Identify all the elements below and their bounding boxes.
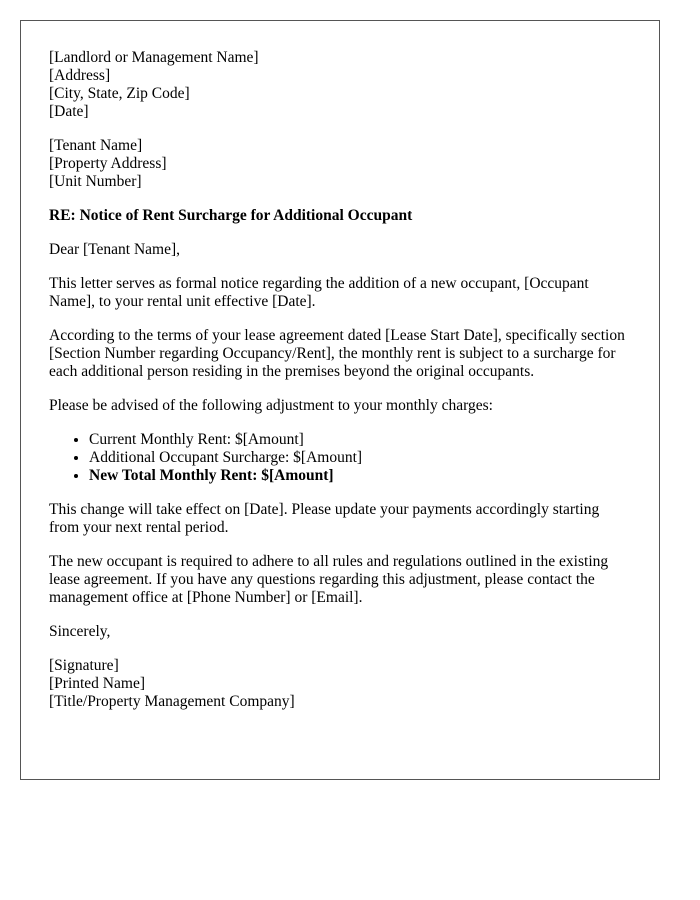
title-company: [Title/Property Management Company] [49, 693, 295, 710]
salutation: Dear [Tenant Name], [49, 241, 181, 258]
recipient-property-address: [Property Address] [49, 155, 167, 172]
sender-address: [Address] [49, 67, 111, 84]
valediction: Sincerely, [49, 623, 111, 640]
subject-line: RE: Notice of Rent Surcharge for Additional Occupant [49, 207, 413, 224]
signature: [Signature] [49, 657, 119, 674]
charges-list [49, 431, 631, 485]
charge-current-rent: • Current Monthly Rent: $[Amount] [89, 431, 631, 449]
charge-new-total: • New Total Monthly Rent: $[Amount] [89, 467, 631, 485]
charge-surcharge: • Additional Occupant Surcharge: $[Amount] [89, 449, 631, 467]
sender-block [49, 49, 631, 121]
advised-paragraph: Please be advised of the following adjustment to your monthly charges: [49, 397, 493, 414]
effective-paragraph: This change will take effect on [Date]. Please update your payments accordingly starting from your next rental period. [49, 501, 600, 536]
letter-date: [Date] [49, 103, 89, 120]
printed-name: [Printed Name] [49, 675, 145, 692]
terms-paragraph: According to the terms of your lease agreement dated [Lease Start Date], specifically section [Section Number regarding Occupancy/Rent], the monthly rent is subject to a surcharge for each additional person residing in the premises beyond the original occupants. [49, 327, 625, 380]
rules-paragraph: The new occupant is required to adhere to all rules and regulations outlined in the existing lease agreement. If you have any questions regarding this adjustment, please contact the management office at [Phone Number] or [Email]. [49, 553, 609, 606]
signature-block [49, 657, 631, 711]
sender-name: [Landlord or Management Name] [49, 49, 259, 66]
recipient-name: [Tenant Name] [49, 137, 143, 154]
recipient-unit-number: [Unit Number] [49, 173, 142, 190]
recipient-block [49, 137, 631, 191]
sender-city-state-zip: [City, State, Zip Code] [49, 85, 190, 102]
intro-paragraph: This letter serves as formal notice regarding the addition of a new occupant, [Occupant Name], to your rental unit effective [Date]. [49, 275, 589, 310]
letter-page [20, 20, 660, 780]
